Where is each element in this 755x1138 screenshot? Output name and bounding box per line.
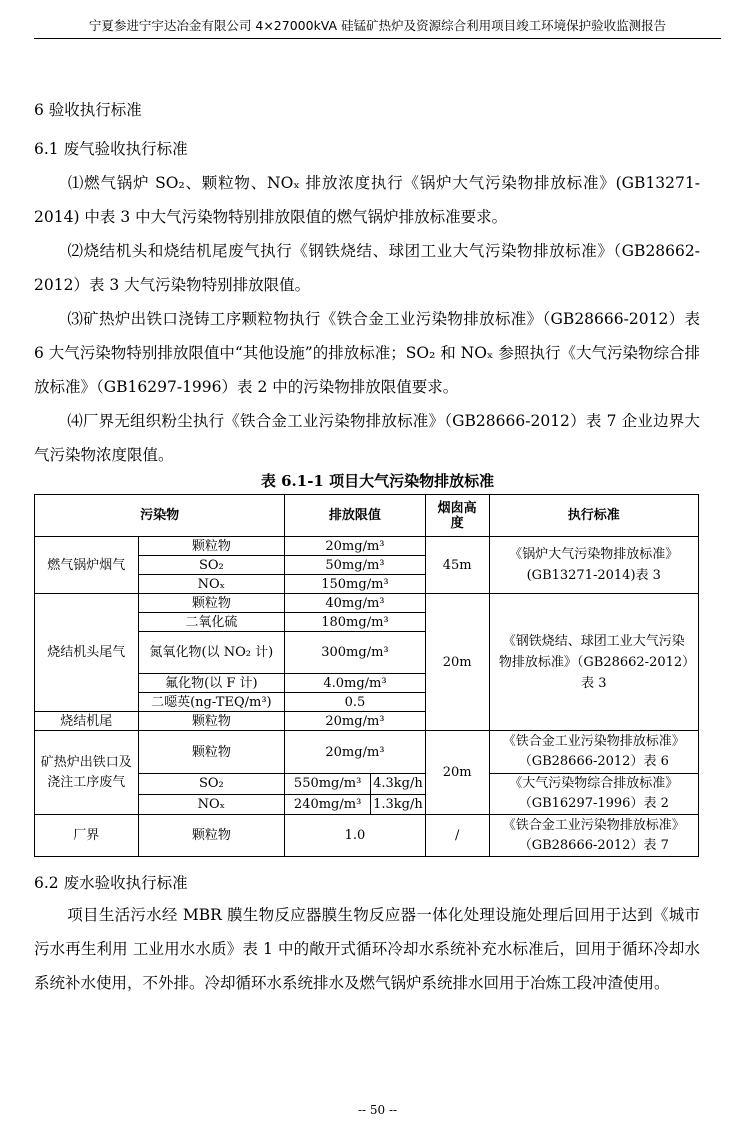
limit-value: 50mg/m³: [285, 556, 426, 575]
header-pollutant: 污染物: [35, 495, 285, 537]
standard: 《锅炉大气污染物排放标准》(GB13271-2014)表 3: [489, 537, 698, 594]
section-6-1-title: 6.1 废气验收执行标准: [34, 140, 188, 158]
header-standard: 执行标准: [489, 495, 698, 537]
source-boundary: 厂界: [35, 815, 139, 857]
pollutant: 二氧化硫: [138, 613, 285, 632]
pollutant: 二噁英(ng-TEQ/m³): [138, 693, 285, 712]
paragraph-4: ⑷厂界无组织粉尘执行《铁合金工业污染物排放标准》（GB28666-2012）表 7 企业边界大气污染物浓度限值。: [34, 412, 700, 464]
rate-value: 4.3kg/h: [371, 774, 426, 795]
paragraph-1: ⑴燃气锅炉 SO₂、颗粒物、NOₓ 排放浓度执行《锅炉大气污染物排放标准》(GB13271-2014) 中表 3 中大气污染物特别排放限值的燃气锅炉排放标准要求。: [34, 174, 700, 226]
pollutant: SO₂: [138, 556, 285, 575]
pollutant: 颗粒物: [138, 537, 285, 556]
pollutant: 氮氧化物(以 NO₂ 计): [138, 632, 285, 674]
pollutant: 颗粒物: [138, 594, 285, 613]
source-sinter-head: 烧结机头尾气: [35, 594, 139, 712]
limit-value: 1.0: [285, 815, 426, 857]
header-stack-height: 烟囱高度: [425, 495, 489, 537]
limit-value: 180mg/m³: [285, 613, 426, 632]
pollutant: NOₓ: [138, 575, 285, 594]
stack-height: 20m: [425, 594, 489, 731]
limit-value: 20mg/m³: [285, 537, 426, 556]
standard: 《钢铁烧结、球团工业大气污染物排放标准》（GB28662-2012）表 3: [489, 594, 698, 731]
pollutant: 颗粒物: [138, 815, 285, 857]
source-gas-boiler: 燃气锅炉烟气: [35, 537, 139, 594]
pollutant: SO₂: [138, 774, 285, 795]
limit-value: 550mg/m³: [285, 774, 371, 795]
limit-value: 20mg/m³: [285, 731, 426, 774]
limit-value: 150mg/m³: [285, 575, 426, 594]
limit-value: 240mg/m³: [285, 794, 371, 815]
emission-standards-table: [34, 494, 699, 857]
stack-height: /: [425, 815, 489, 857]
paragraph-5: 项目生活污水经 MBR 膜生物反应器膜生物反应器一体化处理设施处理后回用于达到《城市污水再生利用 工业用水水质》表 1 中的敞开式循环冷却水系统补充水标准后，回用于循环冷却水系统补水使用，不外排。冷却循环水系统排水及燃气锅炉系统排水回用于冶炼工段冲渣使用。: [34, 906, 700, 992]
pollutant: 颗粒物: [138, 712, 285, 731]
page-header: 宁夏参进宁宇达冶金有限公司 4×27000kVA 硅锰矿热炉及资源综合利用项目竣工环境保护验收监测报告: [34, 16, 721, 39]
source-furnace-tapping: 矿热炉出铁口及浇注工序废气: [35, 731, 139, 815]
rate-value: 1.3kg/h: [371, 794, 426, 815]
standard: 《铁合金工业污染物排放标准》（GB28666-2012）表 6: [489, 731, 698, 774]
source-sinter-tail: 烧结机尾: [35, 712, 139, 731]
stack-height: 20m: [425, 731, 489, 815]
stack-height: 45m: [425, 537, 489, 594]
section-6-title: 6 验收执行标准: [34, 101, 142, 119]
table-caption: 表 6.1-1 项目大气污染物排放标准: [260, 472, 495, 490]
pollutant: NOₓ: [138, 794, 285, 815]
table-row: [35, 594, 699, 613]
standard: 《铁合金工业污染物排放标准》（GB28666-2012）表 7: [489, 815, 698, 857]
page-number: -- 50 --: [357, 1103, 398, 1117]
paragraph-3: ⑶矿热炉出铁口浇铸工序颗粒物执行《铁合金工业污染物排放标准》（GB28666-2012）表 6 大气污染物特别排放限值中“其他设施”的排放标准；SO₂ 和 NOₓ 参照执行《大气污染物综合排放标准》（GB16297-1996）表 2 中的污染物排放限值要求。: [34, 310, 700, 396]
limit-value: 4.0mg/m³: [285, 674, 426, 693]
table-row: [35, 537, 699, 556]
limit-value: 20mg/m³: [285, 712, 426, 731]
section-6-2-title: 6.2 废水验收执行标准: [34, 874, 188, 892]
header-limit: 排放限值: [285, 495, 426, 537]
standard: 《大气污染物综合排放标准》（GB16297-1996）表 2: [489, 774, 698, 815]
limit-value: 300mg/m³: [285, 632, 426, 674]
table-row: [35, 731, 699, 774]
table-row: [35, 815, 699, 857]
table-header-row: [35, 495, 699, 537]
limit-value: 0.5: [285, 693, 426, 712]
pollutant: 氟化物(以 F 计): [138, 674, 285, 693]
pollutant: 颗粒物: [138, 731, 285, 774]
paragraph-2: ⑵烧结机头和烧结机尾废气执行《钢铁烧结、球团工业大气污染物排放标准》（GB28662-2012）表 3 大气污染物特别排放限值。: [34, 242, 700, 294]
limit-value: 40mg/m³: [285, 594, 426, 613]
